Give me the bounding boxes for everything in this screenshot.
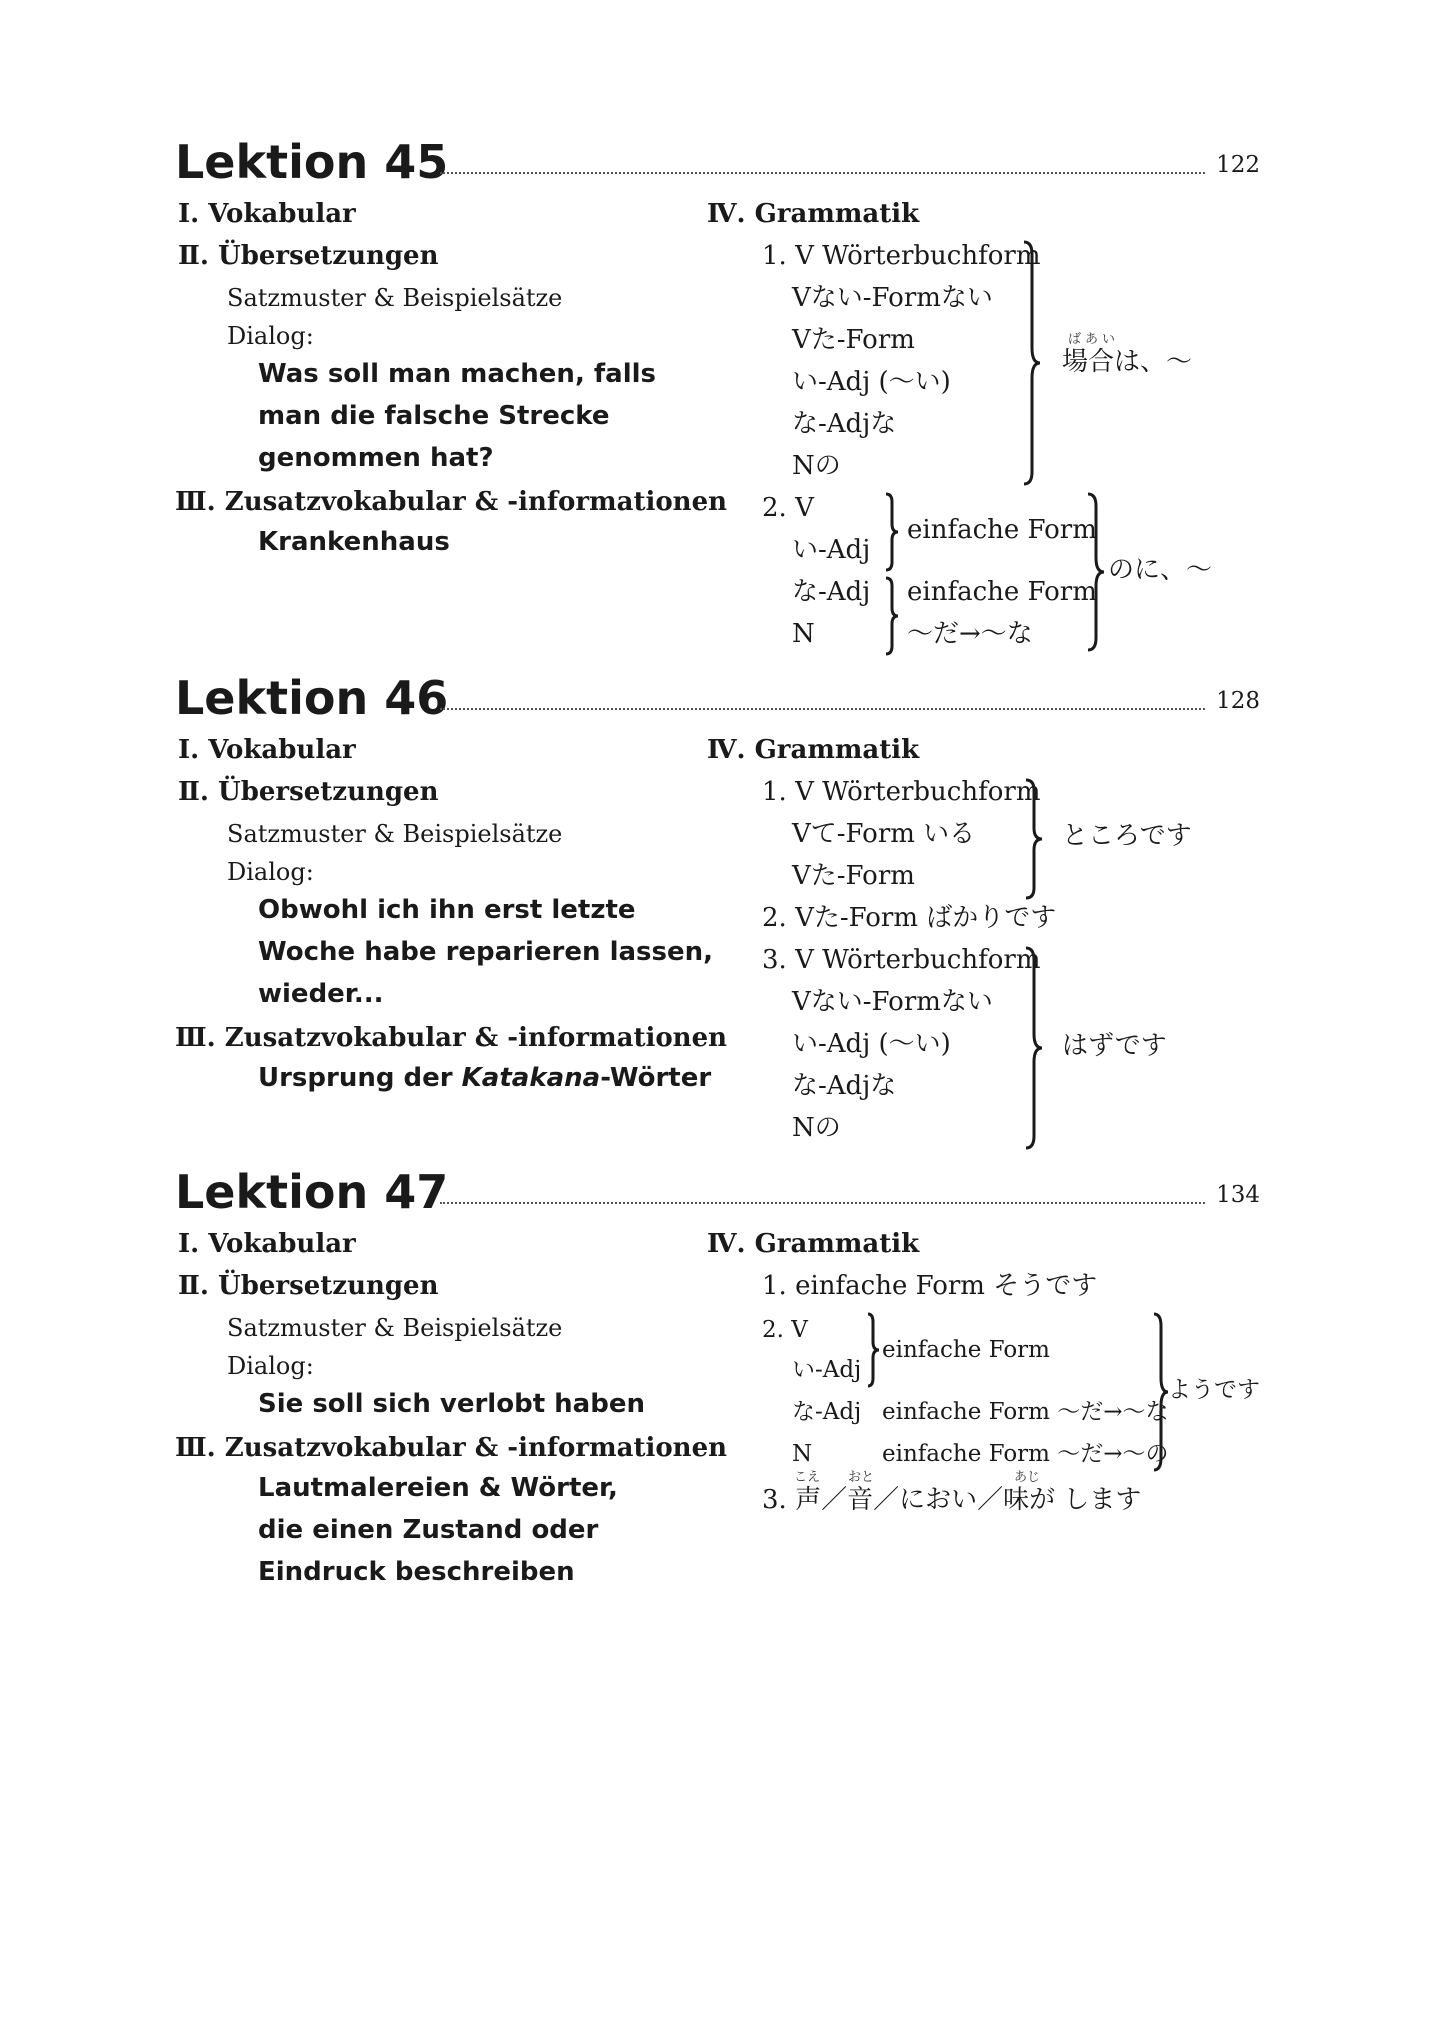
section-grammar: Ⅳ. Grammatik bbox=[707, 199, 920, 229]
section-grammar: Ⅳ. Grammatik bbox=[707, 735, 920, 765]
dotted-leader bbox=[440, 172, 1205, 174]
sub-dialog-label: Dialog: bbox=[227, 1352, 314, 1380]
extra-line: Krankenhaus bbox=[258, 527, 450, 557]
section-translations: Ⅱ. Übersetzungen bbox=[178, 777, 439, 807]
dotted-leader bbox=[440, 1202, 1205, 1204]
grammar-line: N bbox=[792, 1441, 813, 1467]
grammar-result: はずです bbox=[1062, 1031, 1167, 1061]
grammar-form: ～だ→～な bbox=[907, 619, 1033, 649]
section-vocab: Ⅰ. Vokabular bbox=[178, 199, 356, 229]
right-brace-icon bbox=[1024, 778, 1046, 900]
italic-term: Katakana bbox=[461, 1063, 601, 1093]
grammar-line: Nの bbox=[792, 1113, 841, 1143]
furigana: あじ bbox=[1014, 1470, 1041, 1485]
grammar-line: い-Adj (～い) bbox=[792, 367, 951, 397]
page-number: 134 bbox=[1216, 1182, 1260, 1208]
grammar-line: 2. V bbox=[762, 493, 814, 523]
extra-line: Lautmalereien & Wörter, bbox=[258, 1473, 618, 1503]
section-extra: Ⅲ. Zusatzvokabular & -informationen bbox=[175, 1023, 728, 1053]
grammar-line: な-Adj bbox=[792, 1399, 862, 1425]
dialog-line: Sie soll sich verlobt haben bbox=[258, 1389, 645, 1419]
section-extra: Ⅲ. Zusatzvokabular & -informationen bbox=[175, 1433, 728, 1463]
sub-dialog-label: Dialog: bbox=[227, 322, 314, 350]
grammar-line: N bbox=[792, 619, 815, 649]
grammar-line: Vない-Formない bbox=[792, 987, 993, 1017]
dotted-leader bbox=[440, 708, 1205, 710]
section-translations: Ⅱ. Übersetzungen bbox=[178, 241, 439, 271]
dialog-line: Woche habe reparieren lassen, bbox=[258, 937, 713, 967]
grammar-line: Vて-Form いる bbox=[792, 819, 976, 849]
right-brace-icon bbox=[1086, 492, 1108, 652]
grammar-line: 2. V bbox=[762, 1317, 808, 1343]
sub-patterns: Satzmuster & Beispielsätze bbox=[227, 284, 563, 312]
extra-line: Ursprung der Katakana-Wörter bbox=[258, 1063, 712, 1093]
grammar-line: な-Adjな bbox=[792, 1071, 897, 1101]
right-brace-icon bbox=[866, 1312, 882, 1388]
section-extra: Ⅲ. Zusatzvokabular & -informationen bbox=[175, 487, 728, 517]
right-brace-icon bbox=[884, 576, 902, 656]
grammar-form: einfache Form ～だ→～の bbox=[882, 1441, 1169, 1467]
grammar-line: 2. Vた-Form ばかりです bbox=[762, 903, 1057, 933]
dialog-line: genommen hat? bbox=[258, 443, 494, 473]
grammar-result: ところです bbox=[1062, 821, 1192, 851]
section-translations: Ⅱ. Übersetzungen bbox=[178, 1271, 439, 1301]
grammar-line: な-Adj bbox=[792, 577, 871, 607]
dialog-line: man die falsche Strecke bbox=[258, 401, 610, 431]
grammar-line: 1. V Wörterbuchform bbox=[762, 241, 1041, 271]
grammar-line: い-Adj bbox=[792, 535, 871, 565]
lesson-45-header bbox=[175, 132, 1260, 202]
extra-line: Eindruck beschreiben bbox=[258, 1557, 575, 1587]
grammar-line: 1. einfache Form そうです bbox=[762, 1271, 1098, 1301]
grammar-form: einfache Form bbox=[882, 1337, 1050, 1363]
lesson-title: Lektion 46 bbox=[175, 671, 449, 725]
right-brace-icon bbox=[1022, 240, 1044, 486]
sub-patterns: Satzmuster & Beispielsätze bbox=[227, 820, 563, 848]
section-grammar: Ⅳ. Grammatik bbox=[707, 1229, 920, 1259]
grammar-line: Vない-Formない bbox=[792, 283, 993, 313]
right-brace-icon bbox=[884, 492, 902, 572]
grammar-line: 3. 声／音／におい／味が します bbox=[762, 1485, 1142, 1515]
grammar-result: ようです bbox=[1168, 1377, 1260, 1403]
grammar-line: Vた-Form bbox=[792, 861, 915, 891]
lesson-47-header bbox=[175, 1162, 1260, 1232]
lesson-46-header bbox=[175, 668, 1260, 738]
dialog-line: wieder... bbox=[258, 979, 384, 1009]
section-vocab: Ⅰ. Vokabular bbox=[178, 735, 356, 765]
furigana: おと bbox=[848, 1470, 875, 1485]
grammar-result: のに、～ bbox=[1108, 555, 1213, 585]
grammar-line: Vた-Form bbox=[792, 325, 915, 355]
grammar-form: einfache Form ～だ→～な bbox=[882, 1399, 1169, 1425]
grammar-line: な-Adjな bbox=[792, 409, 897, 439]
grammar-line: い-Adj (～い) bbox=[792, 1029, 951, 1059]
grammar-form: einfache Form bbox=[907, 577, 1097, 607]
grammar-line: 3. V Wörterbuchform bbox=[762, 945, 1041, 975]
extra-line: die einen Zustand oder bbox=[258, 1515, 599, 1545]
dialog-line: Was soll man machen, falls bbox=[258, 359, 657, 389]
sub-patterns: Satzmuster & Beispielsätze bbox=[227, 1314, 563, 1342]
grammar-line: 1. V Wörterbuchform bbox=[762, 777, 1041, 807]
grammar-line: い-Adj bbox=[792, 1357, 862, 1383]
right-brace-icon bbox=[1024, 946, 1046, 1150]
furigana: ばあい bbox=[1068, 332, 1120, 347]
grammar-form: einfache Form bbox=[907, 515, 1097, 545]
lesson-title: Lektion 47 bbox=[175, 1165, 449, 1219]
lesson-title: Lektion 45 bbox=[175, 135, 449, 189]
grammar-line: Nの bbox=[792, 451, 841, 481]
furigana: こえ bbox=[794, 1470, 821, 1485]
section-vocab: Ⅰ. Vokabular bbox=[178, 1229, 356, 1259]
dialog-line: Obwohl ich ihn erst letzte bbox=[258, 895, 636, 925]
grammar-result: 場合は、～ bbox=[1062, 347, 1193, 377]
sub-dialog-label: Dialog: bbox=[227, 858, 314, 886]
page-number: 122 bbox=[1216, 152, 1260, 178]
page-number: 128 bbox=[1216, 688, 1260, 714]
